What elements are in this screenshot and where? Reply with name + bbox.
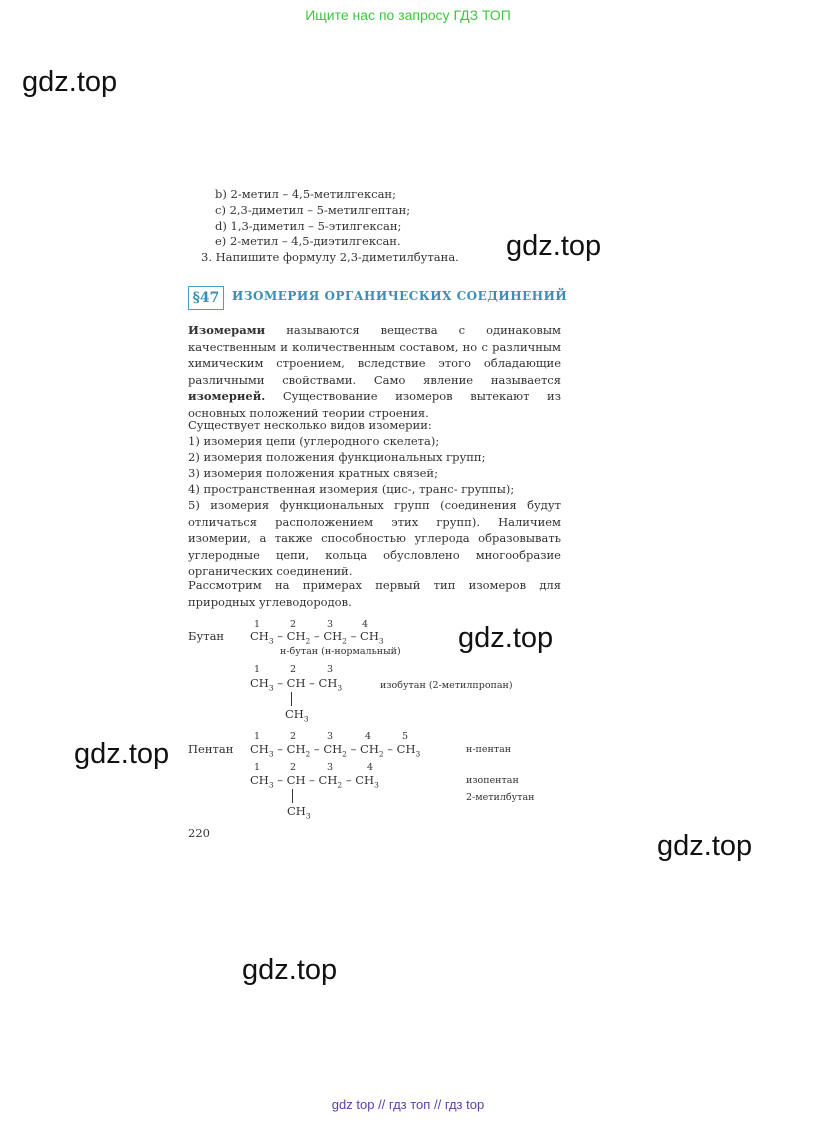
page-number: 220 [188, 826, 210, 840]
term-isomerism: изомерией. [188, 389, 266, 403]
butane-label: Бутан [188, 629, 225, 643]
examples-intro: Рассмотрим на примерах первый тип изомеров для природных углеводородов. [188, 578, 561, 609]
kind-item: 3) изомерия положения кратных связей; [188, 466, 438, 480]
footer-separator: // [433, 1097, 442, 1112]
section-number: §47 [188, 286, 224, 310]
intro-text: называются вещества с одинаковым качественным и количественным составом, но с различным химическим строением, вследствие этого обладающие различными свойствами. Само явление называется [188, 323, 561, 387]
exercise-3: 3. Напишите формулу 2,3-диметилбутана. [201, 250, 459, 264]
isopentane-formula: $CH_3$ – CH – $CH_2 - CH_3$ [250, 773, 379, 790]
watermark: gdz.top [74, 738, 170, 770]
term-isomers: Изомерами [188, 323, 266, 337]
footer-links [0, 1097, 816, 1112]
kind-item: 1) изомерия цепи (углеродного скелета); [188, 434, 440, 448]
footer-separator: // [378, 1097, 386, 1112]
kind-item: 4) пространственная изомерия (цис-, транс- группы); [188, 482, 515, 496]
isopentane-alt-name: 2-метилбутан [466, 792, 535, 803]
isobutane-branch: $CH_3$ [285, 707, 309, 724]
intro-text: Существование изомеров вытекают из основных положений теории строения. [188, 389, 561, 420]
kind-item: 2) изомерия положения функциональных групп; [188, 450, 486, 464]
list-item: d) 1,3-диметил – 5-этилгексан; [215, 219, 402, 233]
isobutane-formula: $CH_3$ – CH – $CH_3$ [250, 676, 343, 693]
watermark: gdz.top [657, 830, 753, 862]
n-butane-formula: $CH_3 - CH_2 - CH_2 - CH_3$ [250, 629, 384, 646]
footer-link[interactable]: гдз top [444, 1097, 485, 1112]
kind-item-5: 5) изомерия функциональных групп (соединения будут отличаться расположением этих групп). Наличием изомерии, а также способностью углерода образовывать углеродные цепи, кольца обусловлено многообразие органических соединений. [188, 498, 561, 578]
isopentane-name: изопентан [466, 775, 519, 786]
n-pentane-formula: $CH_3 - CH_2 - CH_2 - CH_2 - CH_3$ [250, 742, 421, 759]
n-pentane-name: н-пентан [466, 744, 512, 755]
kinds-intro: Существует несколько видов изомерии: [188, 418, 432, 432]
list-item: c) 2,3-диметил – 5-метилгептан; [215, 203, 411, 217]
watermark: gdz.top [242, 954, 338, 986]
isopentane-branch: $CH_3$ [287, 804, 311, 821]
section-title: ИЗОМЕРИЯ ОРГАНИЧЕСКИХ СОЕДИНЕНИЙ [232, 289, 568, 303]
watermark: gdz.top [506, 230, 602, 262]
footer-link[interactable]: гдз топ [388, 1097, 431, 1112]
intro-paragraph [188, 322, 561, 421]
watermark: gdz.top [458, 622, 554, 654]
footer-link[interactable]: gdz top [331, 1097, 375, 1112]
isobutane-name: изобутан (2-метилпропан) [380, 680, 513, 691]
watermark: gdz.top [22, 66, 118, 98]
n-butane-name: н-бутан (н-нормальный) [280, 646, 401, 657]
list-item: e) 2-метил – 4,5-диэтилгексан. [215, 234, 401, 248]
pentane-label: Пентан [188, 742, 234, 756]
list-item: b) 2-метил – 4,5-метилгексан; [215, 187, 396, 201]
top-search-link[interactable]: Ищите нас по запросу ГДЗ ТОП [305, 7, 511, 23]
